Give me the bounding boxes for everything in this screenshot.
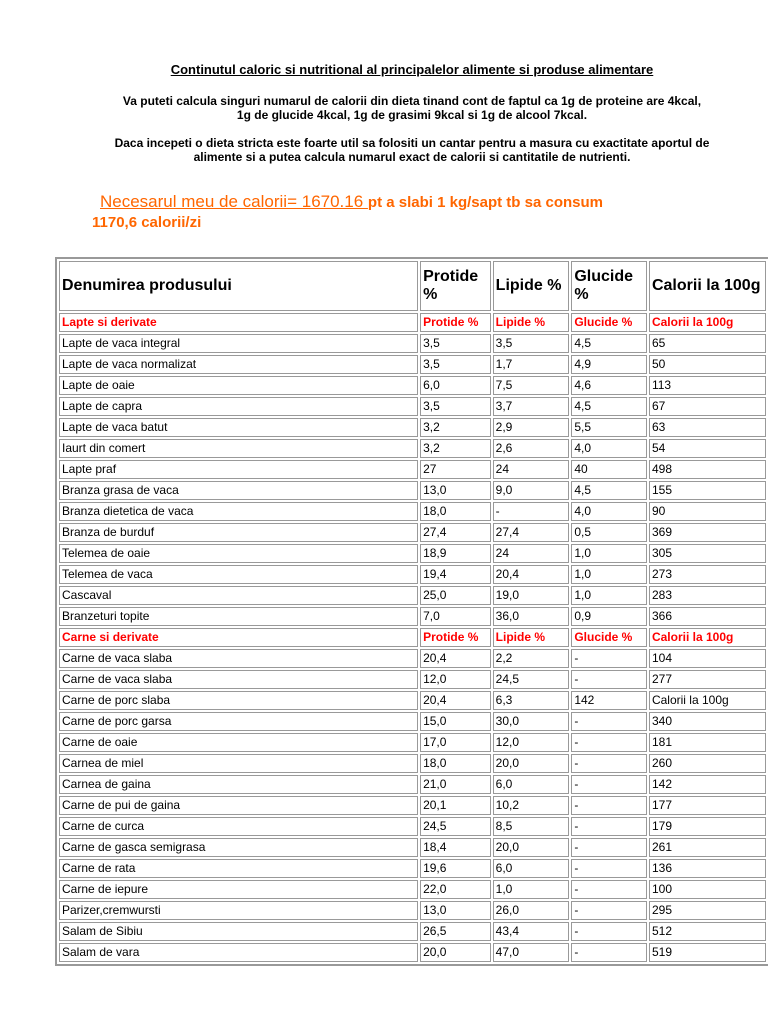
cell-carbs: 4,5 (571, 334, 647, 353)
cell-fat: 3,7 (493, 397, 570, 416)
cell-carbs: - (571, 817, 647, 836)
cell-protein: 25,0 (420, 586, 491, 605)
cell-product-name: Carnea de gaina (59, 775, 418, 794)
cell-calories: 177 (649, 796, 766, 815)
table-row (59, 481, 766, 500)
cell-carbs: - (571, 901, 647, 920)
cell-product-name: Lapte de oaie (59, 376, 418, 395)
cell-fat: 3,5 (493, 334, 570, 353)
cell-carbs: 4,5 (571, 397, 647, 416)
cell-product-name: Salam de Sibiu (59, 922, 418, 941)
cell-carbs: - (571, 880, 647, 899)
header-product-name: Denumirea produsului (59, 261, 418, 311)
cell-calories: 340 (649, 712, 766, 731)
intro-paragraph-calories (0, 94, 768, 122)
calorie-requirement-note (92, 192, 752, 231)
table-row (59, 901, 766, 920)
cell-fat: 12,0 (493, 733, 570, 752)
cell-protein: 3,5 (420, 355, 491, 374)
cell-calories: 104 (649, 649, 766, 668)
cell-product-name: Carne de pui de gaina (59, 796, 418, 815)
cell-calories: 260 (649, 754, 766, 773)
table-row (59, 460, 766, 479)
cell-carbs: - (571, 796, 647, 815)
cell-calories: 65 (649, 334, 766, 353)
cell-protein: 17,0 (420, 733, 491, 752)
cell-carbs: 142 (571, 691, 647, 710)
cell-calories: 142 (649, 775, 766, 794)
cell-protein: 13,0 (420, 481, 491, 500)
cell-carbs: 4,9 (571, 355, 647, 374)
calorie-requirement-target: 1170,6 calorii/zi (92, 214, 202, 231)
cell-product-name: Carne de porc slaba (59, 691, 418, 710)
cell-product-name: Carne de oaie (59, 733, 418, 752)
cell-calories: 519 (649, 943, 766, 962)
cell-fat: 9,0 (493, 481, 570, 500)
table-row (59, 880, 766, 899)
cell-carbs: - (571, 733, 647, 752)
header-carbs: Glucide % (571, 261, 647, 311)
table-row (59, 817, 766, 836)
cell-fat: 47,0 (493, 943, 570, 962)
cell-fat: 2,9 (493, 418, 570, 437)
cell-product-name: Lapte praf (59, 460, 418, 479)
cell-carbs: 0,5 (571, 523, 647, 542)
cell-product-name: Carne de porc garsa (59, 712, 418, 731)
cell-protein: Protide % (420, 628, 491, 647)
table-row (59, 754, 766, 773)
cell-calories: 295 (649, 901, 766, 920)
table-row (59, 796, 766, 815)
table-row (59, 376, 766, 395)
cell-protein: 27 (420, 460, 491, 479)
cell-protein: 13,0 (420, 901, 491, 920)
cell-calories: 179 (649, 817, 766, 836)
table-row (59, 544, 766, 563)
cell-protein: 15,0 (420, 712, 491, 731)
table-row (59, 439, 766, 458)
intro-line: 1g de glucide 4kcal, 1g de grasimi 9kcal si 1g de alcool 7kcal. (236, 108, 588, 122)
cell-fat: 20,0 (493, 838, 570, 857)
cell-carbs: 0,9 (571, 607, 647, 626)
cell-protein: 18,4 (420, 838, 491, 857)
cell-calories: 369 (649, 523, 766, 542)
cell-calories: 305 (649, 544, 766, 563)
cell-product-name: Lapte de vaca normalizat (59, 355, 418, 374)
cell-carbs: 40 (571, 460, 647, 479)
cell-calories: 136 (649, 859, 766, 878)
cell-product-name: Lapte de vaca batut (59, 418, 418, 437)
cell-product-name: Lapte de capra (59, 397, 418, 416)
intro-line: Va puteti calcula singuri numarul de calorii din dieta tinand cont de faptul ca 1g de proteine are 4kcal, (122, 94, 702, 108)
cell-calories: 512 (649, 922, 766, 941)
cell-product-name: Carne de rata (59, 859, 418, 878)
intro-line: Daca incepeti o dieta stricta este foarte util sa folositi un cantar pentru a masura cu exactitate aportul de (114, 136, 710, 150)
cell-calories: 261 (649, 838, 766, 857)
cell-protein: 3,2 (420, 439, 491, 458)
intro-paragraph-diet (0, 136, 768, 164)
cell-fat: 7,5 (493, 376, 570, 395)
cell-fat: 24 (493, 544, 570, 563)
cell-protein: 7,0 (420, 607, 491, 626)
cell-calories: 67 (649, 397, 766, 416)
cell-fat: 6,0 (493, 859, 570, 878)
cell-protein: 19,6 (420, 859, 491, 878)
cell-product-name: Carne de curca (59, 817, 418, 836)
cell-carbs: - (571, 859, 647, 878)
cell-carbs: - (571, 922, 647, 941)
cell-carbs: 4,0 (571, 502, 647, 521)
cell-calories: Calorii la 100g (649, 691, 766, 710)
cell-calories: 155 (649, 481, 766, 500)
cell-fat: 6,3 (493, 691, 570, 710)
category-row (59, 313, 766, 332)
cell-protein: 19,4 (420, 565, 491, 584)
cell-product-name: Cascaval (59, 586, 418, 605)
cell-fat: 1,0 (493, 880, 570, 899)
cell-fat: 43,4 (493, 922, 570, 941)
cell-calories: Calorii la 100g (649, 628, 766, 647)
cell-calories: Calorii la 100g (649, 313, 766, 332)
table-row (59, 733, 766, 752)
cell-calories: 277 (649, 670, 766, 689)
cell-product-name: Branza dietetica de vaca (59, 502, 418, 521)
cell-protein: 6,0 (420, 376, 491, 395)
table-row (59, 859, 766, 878)
table-row (59, 775, 766, 794)
cell-fat: Lipide % (493, 313, 570, 332)
cell-product-name: Iaurt din comert (59, 439, 418, 458)
cell-calories: 54 (649, 439, 766, 458)
cell-calories: 90 (649, 502, 766, 521)
table-row (59, 922, 766, 941)
cell-fat: 19,0 (493, 586, 570, 605)
cell-carbs: Glucide % (571, 628, 647, 647)
cell-product-name: Carne de iepure (59, 880, 418, 899)
cell-carbs: 1,0 (571, 544, 647, 563)
table-row (59, 838, 766, 857)
table-row (59, 712, 766, 731)
cell-carbs: 1,0 (571, 565, 647, 584)
calorie-requirement-goal: pt a slabi 1 kg/sapt tb sa consum (367, 194, 603, 211)
cell-fat: 2,6 (493, 439, 570, 458)
cell-fat: 27,4 (493, 523, 570, 542)
cell-fat: Lipide % (493, 628, 570, 647)
cell-protein: 21,0 (420, 775, 491, 794)
cell-protein: 26,5 (420, 922, 491, 941)
cell-carbs: - (571, 838, 647, 857)
nutrition-table (55, 257, 768, 966)
cell-product-name: Carne de vaca slaba (59, 670, 418, 689)
cell-carbs: 4,6 (571, 376, 647, 395)
header-protein: Protide % (420, 261, 491, 311)
cell-product-name: Carne de vaca slaba (59, 649, 418, 668)
cell-protein: Protide % (420, 313, 491, 332)
cell-protein: 24,5 (420, 817, 491, 836)
table-row (59, 502, 766, 521)
cell-carbs: - (571, 649, 647, 668)
cell-fat: 20,0 (493, 754, 570, 773)
cell-carbs: - (571, 670, 647, 689)
cell-carbs: 4,5 (571, 481, 647, 500)
cell-protein: 12,0 (420, 670, 491, 689)
cell-carbs: - (571, 775, 647, 794)
cell-fat: 20,4 (493, 565, 570, 584)
cell-protein: 3,5 (420, 397, 491, 416)
table-row (59, 691, 766, 710)
cell-product-name: Carne de gasca semigrasa (59, 838, 418, 857)
cell-product-name: Branza grasa de vaca (59, 481, 418, 500)
cell-fat: 24,5 (493, 670, 570, 689)
cell-protein: 20,0 (420, 943, 491, 962)
cell-fat: 36,0 (493, 607, 570, 626)
cell-calories: 181 (649, 733, 766, 752)
cell-fat: 2,2 (493, 649, 570, 668)
table-row (59, 670, 766, 689)
cell-carbs: 4,0 (571, 439, 647, 458)
table-row (59, 649, 766, 668)
table-row (59, 586, 766, 605)
table-row (59, 334, 766, 353)
cell-calories: 366 (649, 607, 766, 626)
cell-carbs: Glucide % (571, 313, 647, 332)
cell-fat: 8,5 (493, 817, 570, 836)
cell-calories: 100 (649, 880, 766, 899)
cell-carbs: - (571, 712, 647, 731)
header-fat: Lipide % (493, 261, 570, 311)
category-row (59, 628, 766, 647)
calorie-requirement-value: Necesarul meu de calorii= 1670.16 (100, 192, 368, 211)
cell-product-name: Branzeturi topite (59, 607, 418, 626)
cell-protein: 18,0 (420, 502, 491, 521)
cell-carbs: 5,5 (571, 418, 647, 437)
cell-carbs: - (571, 754, 647, 773)
cell-protein: 18,9 (420, 544, 491, 563)
cell-fat: - (493, 502, 570, 521)
cell-calories: 113 (649, 376, 766, 395)
cell-fat: 6,0 (493, 775, 570, 794)
cell-product-name: Parizer,cremwursti (59, 901, 418, 920)
cell-protein: 20,4 (420, 691, 491, 710)
cell-product-name: Salam de vara (59, 943, 418, 962)
cell-protein: 18,0 (420, 754, 491, 773)
cell-product-name: Carne si derivate (59, 628, 418, 647)
cell-fat: 30,0 (493, 712, 570, 731)
cell-protein: 3,5 (420, 334, 491, 353)
cell-product-name: Carnea de miel (59, 754, 418, 773)
cell-carbs: 1,0 (571, 586, 647, 605)
cell-calories: 50 (649, 355, 766, 374)
calorie-requirement-line (92, 192, 752, 214)
intro-line: alimente si a putea calcula numarul exact de calorii si cantitatile de nutrienti. (193, 150, 631, 164)
header-calories: Calorii la 100g (649, 261, 766, 311)
table-row (59, 397, 766, 416)
cell-protein: 20,4 (420, 649, 491, 668)
cell-calories: 63 (649, 418, 766, 437)
table-row (59, 355, 766, 374)
table-row (59, 565, 766, 584)
table-row (59, 943, 766, 962)
cell-fat: 24 (493, 460, 570, 479)
cell-calories: 498 (649, 460, 766, 479)
cell-product-name: Telemea de oaie (59, 544, 418, 563)
cell-fat: 1,7 (493, 355, 570, 374)
cell-product-name: Lapte de vaca integral (59, 334, 418, 353)
document-title: Continutul caloric si nutritional al principalelor alimente si produse alimentare (170, 62, 654, 77)
cell-carbs: - (571, 943, 647, 962)
cell-product-name: Telemea de vaca (59, 565, 418, 584)
cell-product-name: Branza de burduf (59, 523, 418, 542)
cell-product-name: Lapte si derivate (59, 313, 418, 332)
cell-protein: 22,0 (420, 880, 491, 899)
cell-calories: 273 (649, 565, 766, 584)
cell-fat: 10,2 (493, 796, 570, 815)
cell-calories: 283 (649, 586, 766, 605)
table-row (59, 607, 766, 626)
table-row (59, 418, 766, 437)
cell-protein: 3,2 (420, 418, 491, 437)
table-header-row (59, 261, 766, 311)
table-row (59, 523, 766, 542)
cell-protein: 20,1 (420, 796, 491, 815)
cell-protein: 27,4 (420, 523, 491, 542)
cell-fat: 26,0 (493, 901, 570, 920)
